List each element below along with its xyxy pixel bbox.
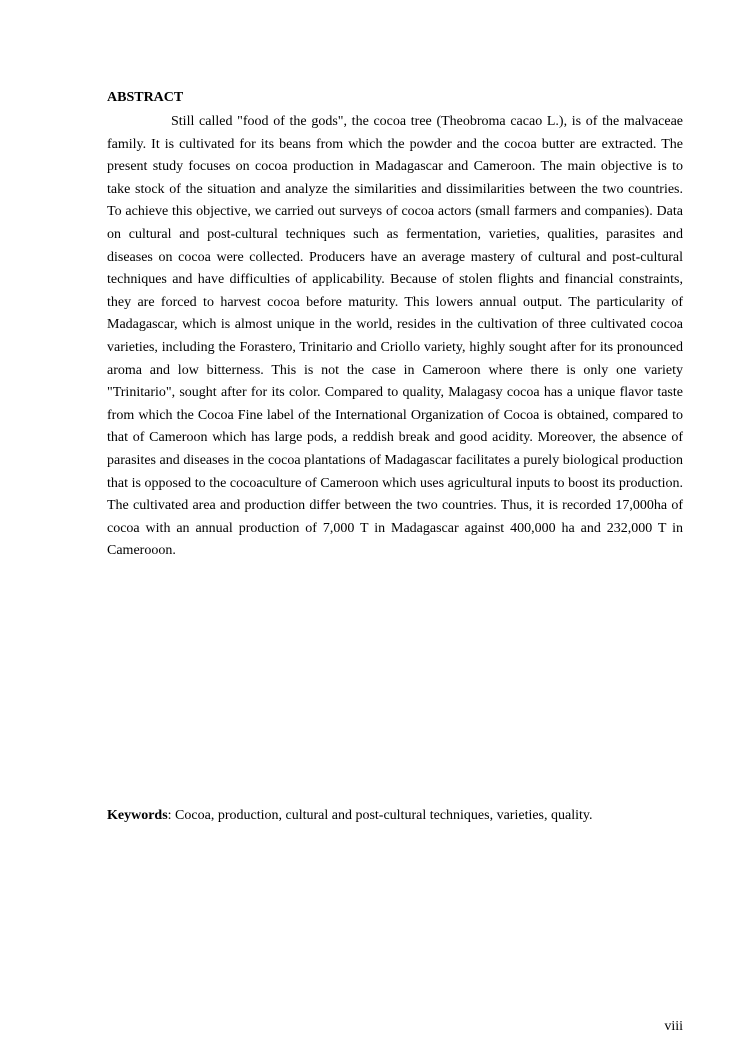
keywords-line: [107, 807, 707, 825]
abstract-body: Still called "food of the gods", the cocoa tree (Theobroma cacao L.), is of the malvaceae family. It is cultivated for its beans from which the powder and the cocoa butter are extracted. The present study focuses on cocoa production in Madagascar and Cameroon. The main objective is to take stock of the situation and analyze the similarities and dissimilarities between the two countries. To achieve this objective, we carried out surveys of cocoa actors (small farmers and companies). Data on cultural and post-cultural techniques such as fermentation, varieties, qualities, parasites and diseases on cocoa were collected. Producers have an average mastery of cultural and post-cultural techniques and have difficulties of applicability. Because of stolen flights and financial constraints, they are forced to harvest cocoa before maturity. This lowers annual output. The particularity of Madagascar, which is almost unique in the world, resides in the cultivation of three cultivated cocoa varieties, including the Forastero, Trinitario and Criollo variety, highly sought after for its pronounced aroma and low bitterness. This is not the case in Cameroon where there is only one variety "Trinitario", sought after for its color. Compared to quality, Malagasy cocoa has a unique flavor taste from which the Cocoa Fine label of the International Organization of Cocoa is obtained, compared to that of Cameroon which has large pods, a reddish break and good acidity. Moreover, the absence of parasites and diseases in the cocoa plantations of Madagascar facilitates a purely biological production that is opposed to the cocoaculture of Cameroon which uses agricultural inputs to boost its production. The cultivated area and production differ between the two countries. Thus, it is recorded 17,000ha of cocoa with an annual production of 7,000 T in Madagascar against 400,000 ha and 232,000 T in Camerooon.: [107, 114, 683, 559]
abstract-heading: ABSTRACT: [107, 90, 184, 105]
keywords-text: : Cocoa, production, cultural and post-cultural techniques, varieties, quality.: [167, 808, 593, 823]
page-number: viii: [664, 1019, 683, 1034]
keywords-label: Keywords: [107, 808, 168, 823]
